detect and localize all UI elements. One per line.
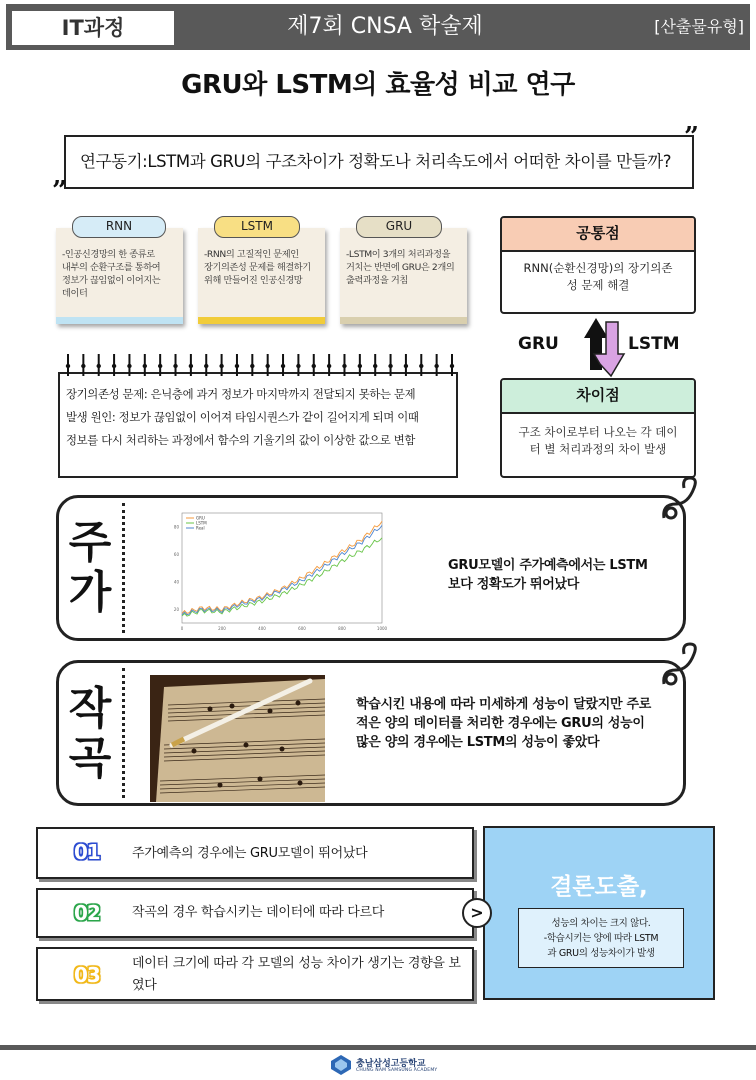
notebook-ring-hole xyxy=(388,364,392,368)
difference-box xyxy=(500,378,696,478)
conclusion-row xyxy=(36,888,474,938)
school-logo-icon xyxy=(330,1054,352,1076)
notebook-line: 장기의존성 문제: 은닉층에 과거 정보가 마지막까지 전달되지 못하는 문제 xyxy=(66,387,416,401)
notebook-ring-hole xyxy=(189,364,193,368)
tab-rnn: RNN xyxy=(72,216,166,238)
card-rnn-bar xyxy=(56,317,183,324)
conclusion-number: 03 xyxy=(74,963,100,987)
notebook-ring-hole xyxy=(143,364,147,368)
chart-legend-label: LSTM xyxy=(196,520,207,526)
notebook-ring-hole xyxy=(404,364,408,368)
notebook-ring-hole xyxy=(312,364,316,368)
chart-y-tick: 20 xyxy=(173,606,179,612)
card-lstm-bar xyxy=(198,317,325,324)
chart-x-tick: 400 xyxy=(258,626,266,631)
music-divider xyxy=(122,668,125,798)
conclusion-text: 작곡의 경우 학습시키는 데이터에 따라 다르다 xyxy=(132,905,385,920)
scroll-curl-icon xyxy=(660,640,700,690)
stock-side-char: 가 xyxy=(68,567,112,618)
notebook-ring-hole xyxy=(450,364,454,368)
card-gru xyxy=(340,228,467,324)
common-body: RNN(순환신경망)의 장기의존성 문제 해결 xyxy=(523,261,673,292)
conclusion-note-line: -학습시키는 양에 따라 LSTM xyxy=(543,933,659,944)
stock-divider xyxy=(122,503,125,633)
stock-side-char: 주 xyxy=(68,517,112,568)
conclusion-note-line: 성능의 차이는 크지 않다. xyxy=(551,918,651,929)
notebook-ring-hole xyxy=(434,364,438,368)
notebook-ring-hole xyxy=(158,364,162,368)
notebook-ring-hole xyxy=(419,364,423,368)
notebook-box xyxy=(58,372,458,478)
output-type: [산출물유형] xyxy=(654,17,744,36)
chart-x-tick: 1000 xyxy=(376,626,388,631)
label-gru: GRU xyxy=(518,334,559,354)
notebook-ring-hole xyxy=(81,364,85,368)
chart-x-tick: 600 xyxy=(298,626,306,631)
conclusion-box xyxy=(483,826,715,1000)
conclusion-text: 주가예측의 경우에는 GRU모델이 뛰어났다 xyxy=(132,846,368,861)
card-gru-bar xyxy=(340,317,467,324)
card-lstm-body: -RNN의 고질적인 문제인 장기의존성 문제를 해결하기 위해 만들어진 인공신경망 xyxy=(204,249,311,286)
conclusion-note-line: 과 GRU의 성능차이가 발생 xyxy=(547,948,655,959)
notebook-ring-hole xyxy=(358,364,362,368)
notebook-ring-hole xyxy=(127,364,131,368)
conclusion-row xyxy=(36,827,474,879)
music-side-char: 작 xyxy=(68,683,112,734)
notebook-line: 발생 원인: 정보가 끊임없이 이어져 타임시퀀스가 같이 길어지게 되며 이때 xyxy=(66,410,419,424)
chart-y-tick: 60 xyxy=(173,551,179,557)
notebook-ring-hole xyxy=(281,364,285,368)
school-name-en: CHUNG NAM SAMSUNG ACADEMY xyxy=(356,1068,438,1073)
chart-y-tick: 80 xyxy=(173,524,179,530)
conclusion-title: 결론도출, xyxy=(550,874,648,900)
swap-arrows-icon xyxy=(570,308,630,386)
chart-y-tick: 40 xyxy=(173,579,179,585)
chart-legend-label: GRU xyxy=(196,515,205,521)
notebook-ring-hole xyxy=(327,364,331,368)
school-name: 충남삼성고등학교 xyxy=(356,1059,426,1069)
label-lstm: LSTM xyxy=(628,334,680,354)
conclusion-row xyxy=(36,947,474,1001)
tab-lstm: LSTM xyxy=(214,216,300,238)
notebook-ring-hole xyxy=(296,364,300,368)
tab-gru: GRU xyxy=(356,216,442,238)
stock-text: GRU모델이 주가예측에서는 LSTM보다 정확도가 뛰어났다 xyxy=(448,558,648,592)
notebook-ring-hole xyxy=(66,364,70,368)
notebook-line: 정보를 다시 처리하는 과정에서 함수의 기울기의 값이 이상한 값으로 변함 xyxy=(66,433,416,447)
notebook-ring-hole xyxy=(235,364,239,368)
common-box xyxy=(500,216,696,314)
chart-x-tick: 0 xyxy=(180,626,184,631)
music-side-char: 곡 xyxy=(68,733,112,784)
conclusion-number: 02 xyxy=(74,901,100,925)
page-title: GRU와 LSTM의 효율성 비교 연구 xyxy=(181,70,575,100)
notebook-ring-hole xyxy=(97,364,101,368)
event-title: 제7회 CNSA 학술제 xyxy=(287,14,483,39)
motivation-text: 연구동기:LSTM과 GRU의 구조차이가 정확도나 처리속도에서 어떠한 차이를 만들까? xyxy=(80,152,672,171)
card-rnn-body: -인공신경망의 한 종류로 내부의 순환구조를 통하여 정보가 끊임없이 이어지는 데이터 xyxy=(62,249,161,299)
notebook-rings xyxy=(64,352,456,378)
notebook-ring-hole xyxy=(250,364,254,368)
music-text: 학습시킨 내용에 따라 미세하게 성능이 달랐지만 주로 적은 양의 데이터를 처리한 경우에는 GRU의 성능이 많은 양의 경우에는 LSTM의 성능이 좋았다 xyxy=(356,697,652,750)
card-rnn xyxy=(56,228,183,324)
course-tag: IT과정 xyxy=(12,11,174,45)
card-gru-body: -LSTM이 3개의 처리과정을 거치는 반면에 GRU은 2개의 출력과정을 거침 xyxy=(346,249,455,286)
scroll-curl-icon xyxy=(660,474,700,524)
common-title: 공통점 xyxy=(502,218,694,252)
motivation-box xyxy=(64,135,694,189)
notebook-ring-hole xyxy=(173,364,177,368)
notebook-ring-hole xyxy=(112,364,116,368)
notebook-ring-hole xyxy=(265,364,269,368)
notebook-ring-hole xyxy=(204,364,208,368)
difference-title: 차이점 xyxy=(502,380,694,414)
notebook-ring-hole xyxy=(342,364,346,368)
quote-mark-open: ” xyxy=(52,176,67,206)
next-arrow-button[interactable]: > xyxy=(462,898,492,928)
card-lstm xyxy=(198,228,325,324)
chart-legend-label: Real xyxy=(196,525,205,531)
difference-body: 구조 차이로부터 나오는 각 데이터 별 처리과정의 차이 발생 xyxy=(518,425,678,456)
conclusion-note xyxy=(518,908,684,968)
quote-mark-close: ” xyxy=(684,122,699,152)
conclusion-text: 데이터 크기에 따라 각 모델의 성능 차이가 생기는 경향을 보였다 xyxy=(132,956,461,993)
chart-frame xyxy=(182,513,382,623)
conclusion-number: 01 xyxy=(74,840,100,864)
chart-x-tick: 800 xyxy=(338,626,346,631)
footer-line xyxy=(0,1045,756,1050)
notebook-ring-hole xyxy=(219,364,223,368)
sheet-music-image xyxy=(150,675,325,802)
stock-chart xyxy=(160,505,390,633)
chart-x-tick: 200 xyxy=(218,626,226,631)
notebook-ring-hole xyxy=(373,364,377,368)
